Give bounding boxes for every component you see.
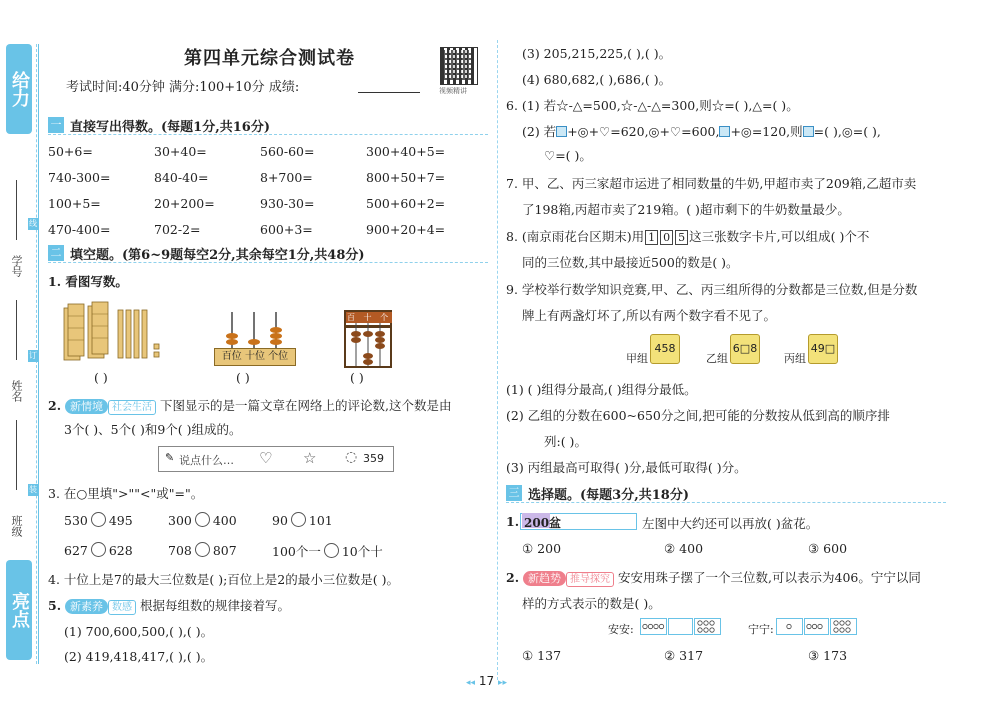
tag-reasoning: 推导探究	[566, 572, 614, 587]
label-student-no: 学号	[10, 255, 23, 277]
compare-right: 10个十	[341, 544, 383, 559]
q4-text: 4. 十位上是7的最大三位数是( );百位上是2的最小三位数是( )。	[48, 572, 399, 587]
calc-item[interactable]: 470-400=	[48, 222, 111, 237]
q8-line-1	[506, 227, 869, 245]
s3-q1-opt-2[interactable]: ② 400	[664, 541, 704, 556]
calc-item[interactable]: 20+200=	[154, 196, 215, 211]
calc-item[interactable]: 8+700=	[260, 170, 313, 185]
calc-item[interactable]: 30+40=	[154, 144, 207, 159]
q8-part-a: 8. (南京雨花台区期末)用	[506, 229, 645, 244]
compare-right: 495	[108, 513, 133, 528]
s3-q2-line-1: 2. 新趋势 推导探究 安安用珠子摆了一个三位数,可以表示为406。宁宁以同	[506, 570, 921, 585]
calc-item[interactable]: 300+40+5=	[366, 144, 446, 159]
exam-meta: 考试时间:40分钟 满分:100+10分 成绩:	[66, 80, 300, 95]
square-icon	[556, 126, 567, 137]
calc-item[interactable]: 740-300=	[48, 170, 111, 185]
square-icon	[803, 126, 814, 137]
q5-item-3: (3) 205,215,225,( ),( )。	[522, 46, 672, 61]
section-rule	[506, 502, 946, 503]
arrow-right-icon: ▸▸	[497, 678, 508, 688]
q8-line-2: 同的三位数,其中最接近500的数是( )。	[522, 255, 739, 270]
calc-item[interactable]: 600+3=	[260, 222, 313, 237]
section-number: 二	[48, 245, 64, 261]
q5-text: 根据每组数的规律接着写。	[140, 598, 291, 613]
mark-ding: 订	[29, 351, 37, 360]
qr-caption: 视频精讲	[439, 87, 467, 95]
compare-left: 90	[272, 513, 288, 528]
comment-placeholder[interactable]: 说点什么…	[179, 454, 234, 467]
digit-card-5: 5	[675, 230, 688, 245]
compare-right: 101	[308, 513, 333, 528]
q9-2b: 列:( )。	[544, 434, 587, 449]
s3-q2-text: 安安用珠子摆了一个三位数,可以表示为406。宁宁以同	[618, 570, 921, 585]
score-blank	[358, 92, 420, 93]
q5-number: 5.	[48, 598, 62, 613]
tag-social-life: 社会生活	[108, 400, 156, 415]
score-sign-a: 458	[650, 334, 680, 364]
star-icon[interactable]: ☆	[303, 449, 317, 467]
s3-q2-line-2: 样的方式表示的数是( )。	[522, 596, 661, 611]
ningning-label: 宁宁:	[748, 623, 774, 636]
arrow-left-icon: ◂◂	[466, 678, 476, 688]
calc-item[interactable]: 560-60=	[260, 144, 315, 159]
tag-number-sense: 数感	[108, 600, 136, 615]
group-label-b: 乙组	[706, 352, 728, 365]
q1-blank-b[interactable]: ( )	[236, 370, 250, 385]
section-title: 直接写出得数。(每题1分,共16分)	[70, 120, 270, 135]
binding-line	[38, 44, 39, 664]
fill-line-3	[16, 420, 17, 490]
page-title: 第四单元综合测试卷	[184, 48, 355, 69]
compare-right: 400	[212, 513, 237, 528]
compare-left: 708	[168, 543, 192, 558]
pencil-icon: ✎	[165, 451, 175, 464]
q3-text: 3. 在○里填">""<"或"="。	[48, 486, 204, 501]
q1-blank-a[interactable]: ( )	[94, 370, 108, 385]
page-number-value: 17	[478, 674, 495, 688]
q5-item-2: (2) 419,418,417,( ),( )。	[64, 649, 214, 664]
q1-text: 1. 看图写数。	[48, 274, 128, 289]
calc-item[interactable]: 702-2=	[154, 222, 201, 237]
compare-circle[interactable]	[195, 512, 210, 527]
mark-zhuang: 线	[29, 219, 37, 228]
s3-q1-opt-3[interactable]: ③ 600	[808, 541, 848, 556]
label-name: 姓名	[10, 380, 23, 402]
qr-pattern	[443, 50, 473, 80]
q6-2-tail: ♡=( )。	[544, 148, 592, 163]
compare-right: 628	[108, 543, 133, 558]
section-rule	[48, 262, 488, 263]
compare-left: 530	[64, 513, 88, 528]
q5-item-4: (4) 680,682,( ),686,( )。	[522, 72, 672, 87]
section-number: 三	[506, 485, 522, 501]
s3-q1-number: 1.	[506, 514, 520, 529]
s3-q1-text: 左图中大约还可以再放( )盆花。	[642, 516, 819, 531]
calc-item[interactable]: 840-40=	[154, 170, 209, 185]
anan-label: 安安:	[608, 623, 634, 636]
flowerpot-label: 200盆	[524, 516, 562, 530]
label-class: 班级	[10, 515, 23, 537]
blocks-picture	[62, 296, 172, 366]
section-title: 填空题。(第6~9题每空2分,其余每空1分,共48分)	[70, 248, 365, 263]
abacus-labels: 百位 十位 个位	[214, 348, 296, 366]
calc-item[interactable]: 50+6=	[48, 144, 93, 159]
q2-line-1: 2. 新情境 社会生活 下图显示的是一篇文章在网络上的评论数,这个数是由	[48, 398, 452, 413]
compare-left: 300	[168, 513, 192, 528]
q6-2-part-d: =( ),◎=( ),	[813, 124, 881, 139]
calc-item[interactable]: 100+5=	[48, 196, 101, 211]
abacus-header: 百 十 个	[347, 313, 392, 322]
calc-item[interactable]: 800+50+7=	[366, 170, 446, 185]
compare-circle[interactable]	[91, 512, 106, 527]
square-icon	[719, 126, 730, 137]
score-sign-c: 49□	[808, 334, 838, 364]
compare-item	[64, 512, 133, 528]
binding-margin	[0, 0, 40, 707]
column-divider	[497, 40, 498, 680]
fill-line-2	[16, 300, 17, 360]
compare-item	[168, 542, 237, 558]
q8-part-b: 这三张数字卡片,可以组成( )个不	[689, 229, 870, 244]
section-number: 一	[48, 117, 64, 133]
compare-circle[interactable]	[91, 542, 106, 557]
comment-count: 359	[363, 452, 384, 465]
tab-top: 给力	[6, 44, 32, 134]
compare-left: 100个一	[272, 544, 321, 559]
group-label-c: 丙组	[784, 352, 806, 365]
tab-bottom: 亮点	[6, 560, 32, 660]
section-2-header	[48, 244, 488, 263]
compare-circle[interactable]	[195, 542, 210, 557]
heart-icon[interactable]: ♡	[259, 449, 273, 467]
q9-2a: (2) 乙组的分数在600~650分之间,把可能的分数按从低到高的顺序排	[506, 408, 890, 423]
compare-circle[interactable]	[291, 512, 306, 527]
q9-line-1: 9. 学校举行数学知识竞赛,甲、乙、丙三组所得的分数都是三位数,但是分数	[506, 282, 918, 297]
compare-item	[64, 542, 133, 558]
q9-1: (1) ( )组得分最高,( )组得分最低。	[506, 382, 697, 397]
compare-right: 807	[212, 543, 237, 558]
comment-icon[interactable]: ◌	[345, 449, 358, 465]
q9-line-2: 牌上有两盏灯坏了,所以有两个数字看不见了。	[522, 308, 776, 323]
s3-q2-opt-2[interactable]: ② 317	[664, 648, 704, 663]
q1-blank-c[interactable]: ( )	[350, 370, 364, 385]
q9-3: (3) 丙组最高可取得( )分,最低可取得( )分。	[506, 460, 747, 475]
q5-line	[48, 596, 290, 615]
compare-circle[interactable]	[324, 543, 339, 558]
comment-bar[interactable]	[158, 446, 394, 472]
q7-line-1: 7. 甲、乙、丙三家超市运进了相同数量的牛奶,甲超市卖了209箱,乙超市卖	[506, 176, 917, 191]
ningning-beads	[776, 618, 860, 636]
q2-line-2: 3个( )、5个( )和9个( )组成的。	[64, 422, 242, 437]
digit-card-0: 0	[660, 230, 673, 245]
digit-card-1: 1	[645, 230, 658, 245]
section-1-header	[48, 116, 488, 135]
calc-item[interactable]: 500+60+2=	[366, 196, 446, 211]
s3-q1-opt-1[interactable]: ① 200	[522, 541, 562, 556]
q6-2-part-a: (2) 若	[522, 124, 557, 139]
calc-item[interactable]: 930-30=	[260, 196, 315, 211]
q6-2	[522, 122, 881, 140]
tag-new-literacy: 新素养	[65, 599, 108, 614]
tag-new-context: 新情境	[65, 399, 108, 414]
q6-2-part-c: +◎=120,则	[730, 124, 803, 139]
compare-item	[272, 512, 333, 528]
tag-new-trend: 新趋势	[523, 571, 566, 586]
q6-2-part-b: +◎+♡=620,◎+♡=600,	[567, 124, 720, 139]
section-rule	[48, 134, 488, 135]
compare-item	[272, 542, 383, 560]
mark-xian: 装	[29, 485, 37, 494]
fill-line-1	[16, 180, 17, 240]
calc-item[interactable]: 900+20+4=	[366, 222, 446, 237]
q5-item-1: (1) 700,600,500,( ),( )。	[64, 624, 214, 639]
compare-left: 627	[64, 543, 88, 558]
s3-q2-opt-1[interactable]: ① 137	[522, 648, 562, 663]
section-3-header	[506, 484, 946, 503]
section-title: 选择题。(每题3分,共18分)	[528, 488, 689, 503]
anan-beads	[640, 618, 724, 636]
q6-1: 6. (1) 若☆-△=500,☆-△-△=300,则☆=( ),△=( )。	[506, 98, 799, 113]
q7-line-2: 了198箱,丙超市卖了219箱。( )超市剩下的牛奶数量最少。	[522, 202, 850, 217]
score-sign-b: 6□8	[730, 334, 760, 364]
compare-item	[168, 512, 237, 528]
group-label-a: 甲组	[626, 352, 648, 365]
s3-q2-opt-3[interactable]: ③ 173	[808, 648, 848, 663]
page-number	[466, 674, 507, 688]
q2-text: 下图显示的是一篇文章在网络上的评论数,这个数是由	[160, 398, 452, 413]
